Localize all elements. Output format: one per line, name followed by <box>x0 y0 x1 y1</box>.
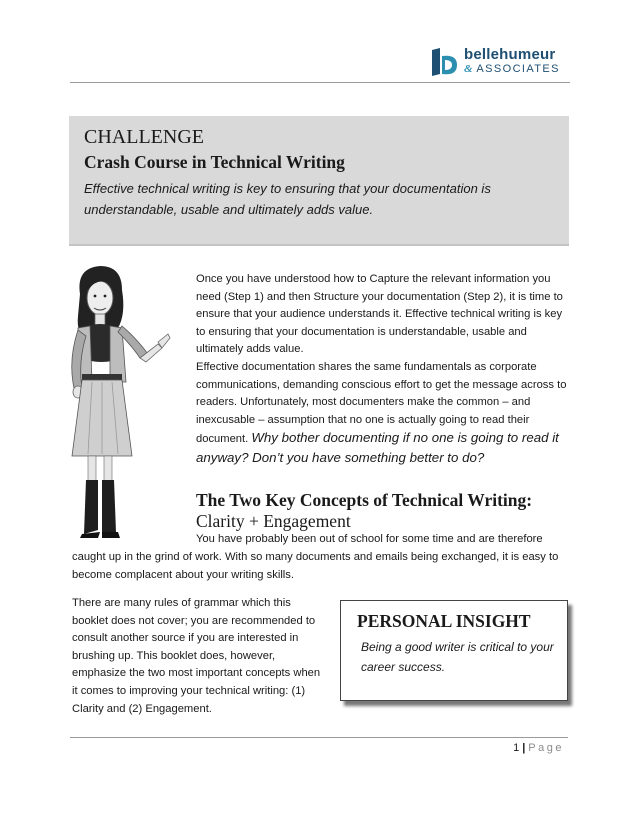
company-logo <box>430 44 570 80</box>
bellehumeur-logo-icon <box>430 46 460 78</box>
section-heading <box>196 490 556 532</box>
insight-title: PERSONAL INSIGHT <box>357 611 531 631</box>
page-footer <box>513 742 564 754</box>
header-rule <box>70 82 570 83</box>
logo-name: bellehumeur <box>464 46 556 63</box>
grammar-paragraph: There are many rules of grammar which this booklet does not cover; you are recommended to consult another source if you are interested in brushing up. This booklet does, however, emphasize the two most important concepts when it comes to improving your technical writing: (1) Clarity and (2) Engagement. <box>72 597 321 715</box>
documentation-paragraph <box>196 359 572 469</box>
page-label: Page <box>528 742 564 754</box>
logo-subtitle: & ASSOCIATES <box>464 63 560 75</box>
footer-rule <box>70 737 568 738</box>
school-paragraph-rest: caught up in the grind of work. With so many documents and emails being exchanged, it is easy to become complacent about your writing skills. <box>72 551 559 581</box>
challenge-description: Effective technical writing is key to ensuring that your documentation is understandable, usable and ultimately adds value. <box>84 181 491 217</box>
rhetorical-question: Why bother documenting if no one is going to read it anyway? Don’t you have something better to do? <box>196 430 559 465</box>
section-heading-main: The Two Key Concepts of Technical Writing: <box>196 490 533 510</box>
section-subheading: Clarity + Engagement <box>196 511 351 531</box>
insight-text: Being a good writer is critical to your career success. <box>361 640 554 674</box>
footer-separator: | <box>522 742 526 754</box>
personal-insight-box <box>340 600 568 701</box>
school-paragraph-start: You have probably been out of school for some time and are therefore <box>196 533 543 545</box>
challenge-label: CHALLENGE <box>84 126 204 148</box>
challenge-title: Crash Course in Technical Writing <box>84 152 345 172</box>
page-number: 1 <box>513 742 520 754</box>
intro-paragraph: Once you have understood how to Capture the relevant information you need (Step 1) and then Structure your documentation (Step 2), it is time to ensure that your audience understands it. Effective technical writing is key to ensuring that your documentation is understandable, usable and ultimately adds value. <box>196 273 563 356</box>
challenge-box <box>69 116 569 246</box>
documentation-text: Effective documentation shares the same fundamentals as corporate communications, demanding conscious effort to get the message across to readers. Unfortunately, most documenters make the common – and inexcusable – assumption that no one is actually going to read their document. <box>196 361 567 446</box>
woman-presenting-illustration <box>58 262 178 540</box>
